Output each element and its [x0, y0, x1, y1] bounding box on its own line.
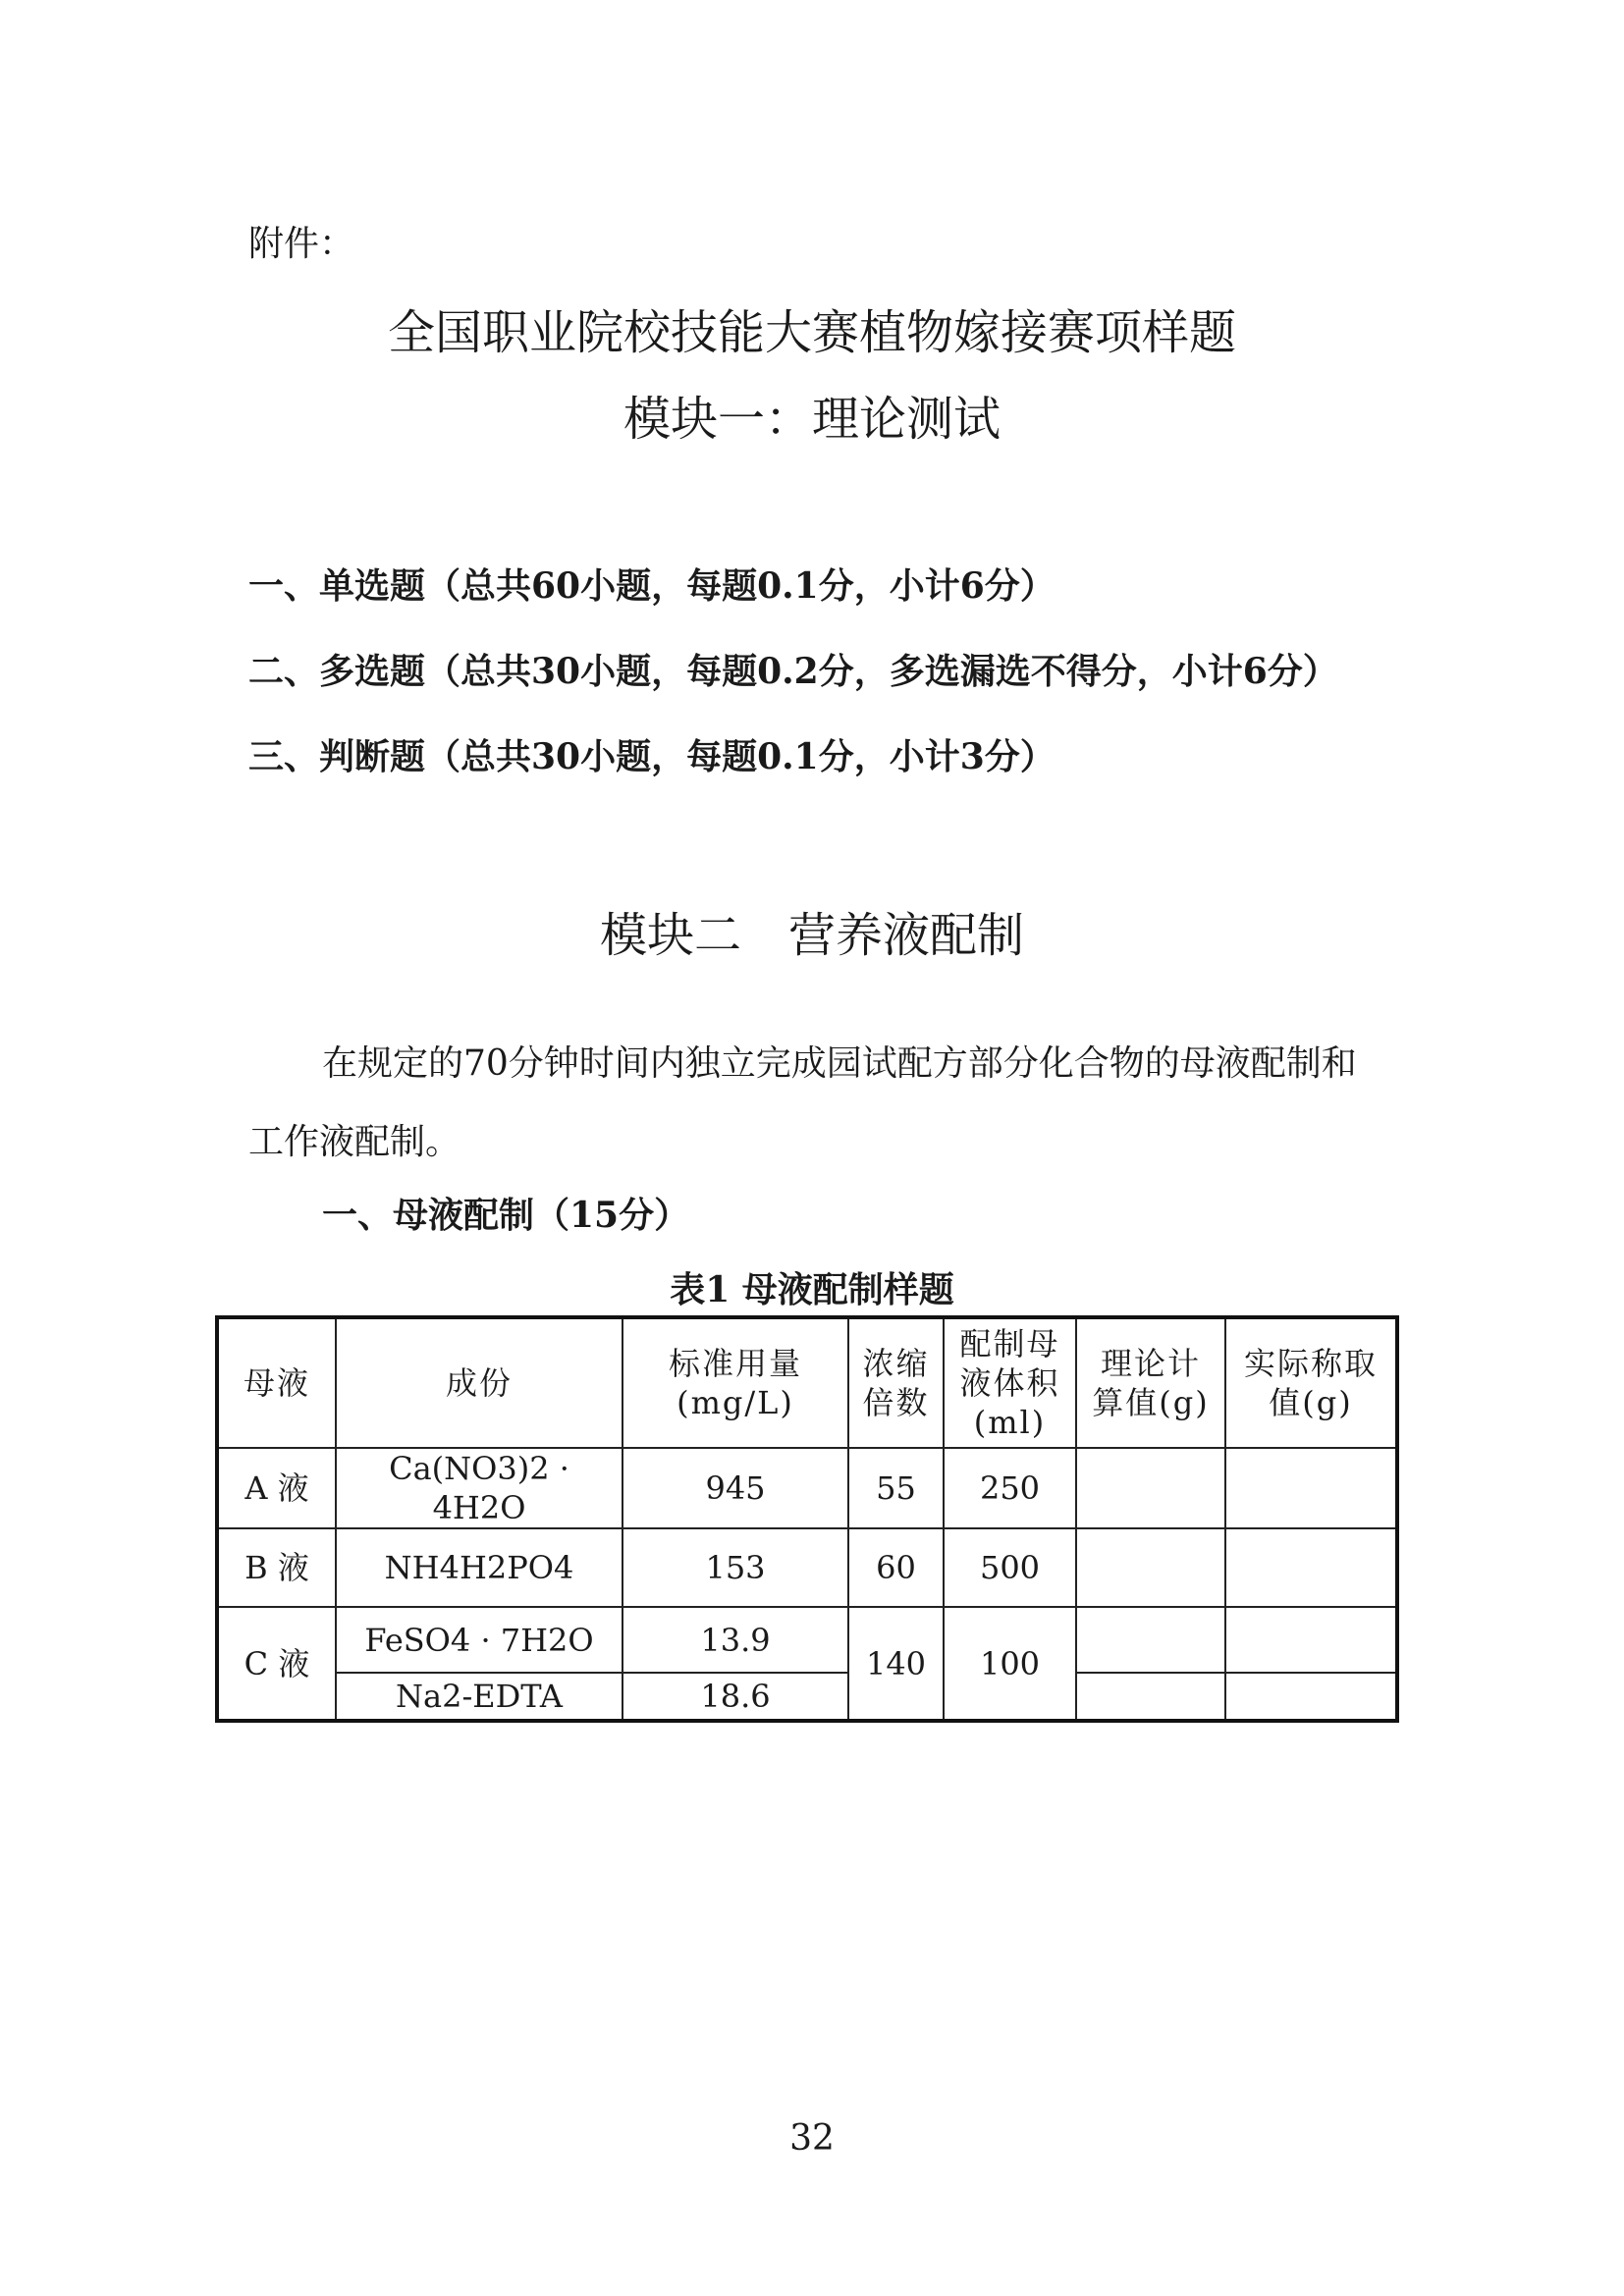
header-theoretical-line2: 算值(g) — [1092, 1384, 1210, 1421]
stock-solution-heading: 一、母液配制（15分） — [322, 1195, 690, 1236]
cell-stock-a: A 液 — [217, 1448, 336, 1528]
cell-theoretical-a[interactable] — [1076, 1448, 1225, 1528]
cell-component-c2: Na2-EDTA — [336, 1673, 623, 1721]
cell-dose-c1: 13.9 — [623, 1607, 848, 1673]
cell-component-a: Ca(NO3)2 · 4H2O — [336, 1448, 623, 1528]
cell-stock-c: C 液 — [217, 1607, 336, 1721]
section-true-false: 三、判断题（总共30小题，每题0.1分，小计3分） — [248, 736, 1056, 777]
table-row — [217, 1673, 1397, 1721]
header-theoretical-value — [1076, 1317, 1225, 1448]
module1-title: 模块一：理论测试 — [623, 392, 1001, 447]
header-standard-dose-line2: (mg/L) — [677, 1384, 794, 1421]
header-stock-volume — [944, 1317, 1076, 1448]
header-volume-line3: (ml) — [973, 1404, 1047, 1441]
cell-factor-a: 55 — [848, 1448, 944, 1528]
header-concentration-line2: 倍数 — [862, 1384, 930, 1421]
module2-title: 模块二 营养液配制 — [599, 908, 1024, 963]
header-stock: 母液 — [217, 1317, 336, 1448]
table-header-row — [217, 1317, 1397, 1448]
attachment-label: 附件： — [248, 224, 355, 264]
header-component: 成份 — [336, 1317, 623, 1448]
table-row — [217, 1607, 1397, 1673]
cell-component-b: NH4H2PO4 — [336, 1528, 623, 1607]
cell-volume-a: 250 — [944, 1448, 1076, 1528]
cell-stock-b: B 液 — [217, 1528, 336, 1607]
header-standard-dose-line1: 标准用量 — [668, 1345, 802, 1382]
document-title: 全国职业院校技能大赛植物嫁接赛项样题 — [387, 305, 1236, 360]
header-theoretical-line1: 理论计 — [1100, 1345, 1201, 1382]
cell-actual-c2[interactable] — [1225, 1673, 1397, 1721]
cell-actual-c1[interactable] — [1225, 1607, 1397, 1673]
cell-volume-b: 500 — [944, 1528, 1076, 1607]
page-number: 32 — [789, 2118, 835, 2159]
header-actual-line1: 实际称取 — [1243, 1345, 1378, 1382]
table-row — [217, 1448, 1397, 1528]
header-volume-line2: 液体积 — [959, 1364, 1060, 1402]
header-concentration-line1: 浓缩 — [862, 1345, 930, 1382]
cell-volume-c: 100 — [944, 1607, 1076, 1721]
cell-actual-a[interactable] — [1225, 1448, 1397, 1528]
section-single-choice: 一、单选题（总共60小题，每题0.1分，小计6分） — [248, 565, 1056, 607]
stock-solution-table — [215, 1315, 1399, 1723]
header-actual-line2: 值(g) — [1269, 1384, 1353, 1421]
header-concentration-factor — [848, 1317, 944, 1448]
cell-component-c1: FeSO4 · 7H2O — [336, 1607, 623, 1673]
header-actual-weight — [1225, 1317, 1397, 1448]
cell-theoretical-c1[interactable] — [1076, 1607, 1225, 1673]
module2-paragraph-line1: 在规定的70分钟时间内独立完成园试配方部分化合物的母液配制和 — [322, 1043, 1357, 1084]
cell-factor-c: 140 — [848, 1607, 944, 1721]
table-row — [217, 1528, 1397, 1607]
cell-dose-a: 945 — [623, 1448, 848, 1528]
cell-dose-b: 153 — [623, 1528, 848, 1607]
section-multiple-choice: 二、多选题（总共30小题，每题0.2分，多选漏选不得分，小计6分） — [248, 651, 1338, 692]
cell-dose-c2: 18.6 — [623, 1673, 848, 1721]
module2-paragraph-line2: 工作液配制。 — [248, 1122, 461, 1162]
header-standard-dose — [623, 1317, 848, 1448]
cell-theoretical-c2[interactable] — [1076, 1673, 1225, 1721]
table-caption: 表1 母液配制样题 — [670, 1269, 954, 1310]
cell-factor-b: 60 — [848, 1528, 944, 1607]
cell-actual-b[interactable] — [1225, 1528, 1397, 1607]
cell-theoretical-b[interactable] — [1076, 1528, 1225, 1607]
header-volume-line1: 配制母 — [959, 1325, 1060, 1362]
